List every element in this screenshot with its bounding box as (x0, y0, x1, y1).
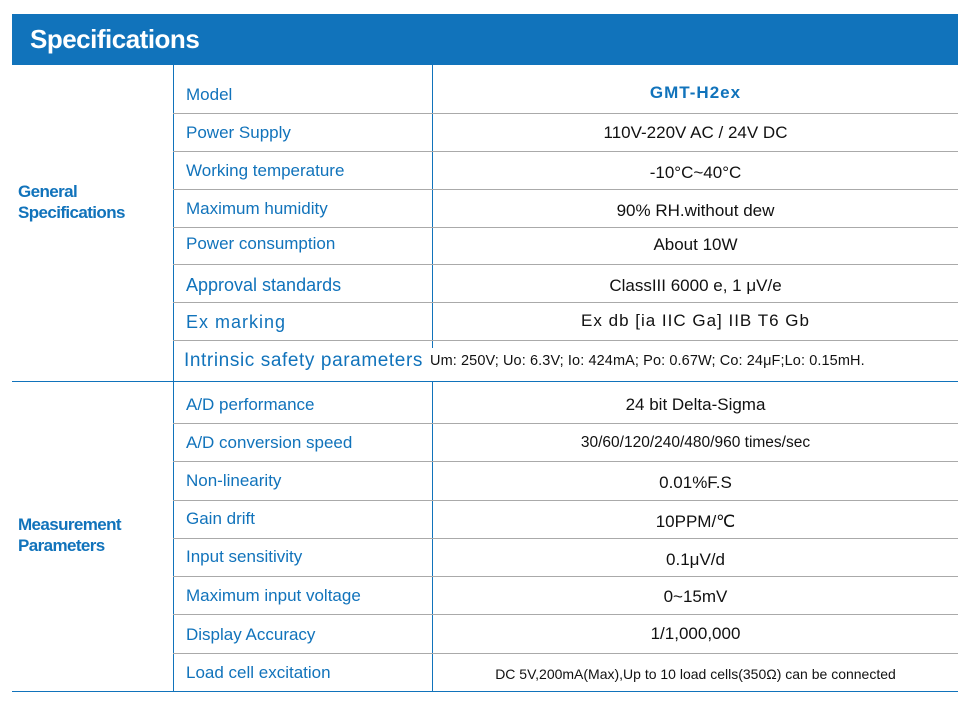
table-bottom-border (12, 691, 958, 692)
page-title: Specifications (30, 24, 200, 54)
param-label: A/D conversion speed (186, 433, 353, 452)
table-row (173, 340, 958, 381)
param-value: 1/1,000,000 (650, 624, 741, 643)
param-label: Working temperature (186, 161, 345, 180)
table-row (173, 385, 958, 423)
table-row (173, 576, 958, 614)
param-label: Display Accuracy (186, 625, 316, 644)
param-label: Approval standards (186, 275, 342, 295)
table-row (173, 614, 958, 653)
table-row (173, 423, 958, 461)
param-value: About 10W (653, 235, 738, 254)
param-value: 24 bit Delta-Sigma (625, 395, 766, 414)
table-row (173, 151, 958, 189)
table-row (173, 461, 958, 500)
section-divider (12, 381, 958, 382)
param-label: Power Supply (186, 123, 291, 142)
param-label: Maximum humidity (186, 199, 328, 218)
param-value: 90% RH.without dew (616, 201, 775, 220)
param-value: Ex db [ia IIC Ga] IIB T6 Gb (581, 311, 810, 330)
param-value: 30/60/120/240/480/960 times/sec (580, 434, 811, 451)
table-row (173, 189, 958, 227)
table-row (173, 538, 958, 576)
table-row (173, 500, 958, 538)
table-row (173, 227, 958, 264)
general-label-line1: General (18, 182, 78, 201)
param-label: Load cell excitation (186, 663, 331, 682)
param-value: DC 5V,200mA(Max),Up to 10 load cells(350Ω) can be connected (495, 666, 896, 682)
table-row (173, 653, 958, 691)
table-row (173, 113, 958, 151)
param-label: Intrinsic safety parameters (184, 350, 424, 371)
param-value: GMT-H2ex (649, 83, 742, 102)
table-row (173, 264, 958, 302)
param-value: 0.1μV/d (666, 550, 725, 569)
param-label: A/D performance (186, 395, 315, 414)
param-value: 0.01%F.S (659, 473, 732, 492)
measurement-label-line1: Measurement (18, 515, 121, 534)
general-label-line2: Specifications (18, 203, 125, 222)
param-label: Power consumption (186, 234, 336, 253)
param-value: Um: 250V; Uo: 6.3V; Io: 424mA; Po: 0.67W; Co: 24μF;Lo: 0.15mH. (430, 353, 865, 369)
param-value: 0~15mV (663, 587, 728, 606)
param-label: Non-linearity (186, 471, 282, 490)
table-row (173, 75, 958, 113)
param-value: -10°C~40°C (649, 163, 742, 182)
param-label: Input sensitivity (186, 547, 303, 566)
param-label: Model (186, 85, 233, 104)
specifications-header (12, 14, 958, 65)
table-row (173, 302, 958, 340)
param-value: ClassIII 6000 e, 1 μV/e (609, 276, 782, 295)
param-label: Gain drift (186, 509, 255, 528)
measurement-group-label (18, 514, 168, 556)
measurement-label-line2: Parameters (18, 536, 105, 555)
param-value: 10PPM/℃ (655, 512, 736, 531)
param-label: Maximum input voltage (186, 586, 361, 605)
param-label: Ex marking (186, 312, 287, 332)
general-group-label (18, 181, 168, 223)
param-value: 110V-220V AC / 24V DC (603, 123, 788, 142)
